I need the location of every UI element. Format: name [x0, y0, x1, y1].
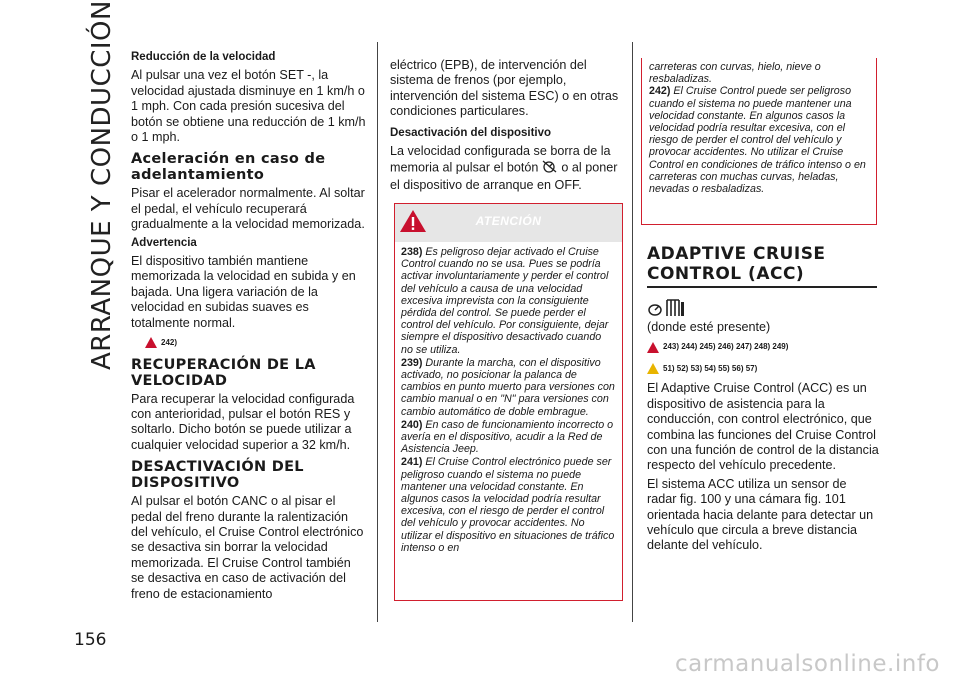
warning-ref[interactable]: 242)	[161, 338, 178, 348]
warning-item: 241) El Cruise Control electrónico puede ser peligroso cuando el sistema no puede mantener una velocidad constante. En algunos casos la velocidad podría resultar excesiva, con el riesgo de perder el control del vehículo y provocar accidentes. No utilizar el dispositivo en situaciones de tráfico intenso o en	[401, 456, 615, 554]
heading-desactivacion-dispositivo: Desactivación del dispositivo	[390, 126, 552, 139]
heading-acc: ADAPTIVE CRUISE CONTROL (ACC)	[647, 244, 826, 284]
paragraph-acc-1: El Adaptive Cruise Control (ACC) es un dispositivo de asistencia para la conducción, con control electrónico, que combina las funciones del Cruise Control con una función de control de la distancia respecto del vehículo precedente.	[647, 381, 879, 473]
watermark: carmanualsonline.info	[674, 651, 940, 677]
warning-triangle-icon	[647, 342, 659, 353]
heading-recuperacion: RECUPERACIÓN DE LA VELOCIDAD	[131, 356, 316, 389]
attention-box-continuation	[641, 58, 877, 225]
attention-header	[395, 204, 622, 242]
warning-triangle-icon	[145, 337, 157, 348]
warning-refs[interactable]: 243) 244) 245) 246) 247) 248) 249)	[663, 342, 789, 352]
paragraph-aceleracion: Pisar el acelerador normalmente. Al soltar el pedal, el vehículo recuperará gradualmente a la velocidad memorizada.	[131, 186, 365, 232]
caution-refs[interactable]: 51) 52) 53) 54) 55) 56) 57)	[663, 363, 758, 373]
box-continuation-text: carreteras con curvas, hielo, nieve o resbaladizas.	[649, 61, 821, 86]
cruise-off-icon	[542, 159, 558, 177]
column-divider	[377, 42, 378, 622]
caution-refs-line	[647, 361, 879, 376]
attention-title: ATENCIÓN	[475, 214, 542, 228]
paragraph-acc-2: El sistema ACC utiliza un sensor de radar fig. 100 y una cámara fig. 101 orientada hacia delante para detectar un vehículo que circula a breve distancia delante del vehículo.	[647, 476, 874, 553]
availability-note: (donde esté presente)	[647, 320, 771, 334]
paragraph-advertencia: El dispositivo también mantiene memorizada la velocidad en subida y en bajada. Una ligera variación de la velocidad en subidas suaves es totalmente normal.	[131, 254, 356, 330]
paragraph-recuperacion: Para recuperar la velocidad configurada con anterioridad, pulsar el botón RES y soltarlo. Dicho botón se puede utilizar a cualquier velocidad superior a 32 km/h.	[131, 391, 355, 452]
column-1	[131, 50, 367, 605]
warning-item: 242) El Cruise Control puede ser peligroso cuando el sistema no puede mantener una velocidad constante. En algunos casos la velocidad podría resultar excesiva, con el riesgo de perder el control del vehículo y provocar accidentes. No utilizar el Cruise Control en condiciones de tráfico intenso o en carreteras con muchas curvas, heladas, nevadas o resbaladizas.	[649, 85, 866, 196]
warning-item: 238) Es peligroso dejar activado el Cruise Control cuando no se usa. Pues se podría activar involuntariamente y perder el control del vehículo a causa de una velocidad excesiva imprevista con la consiguiente pérdida del control. Se puede perder el control del vehículo. Por consiguiente, dejar siempre el dispositivo desactivado cuando no se utiliza.	[401, 246, 609, 356]
attention-box	[394, 203, 623, 601]
attention-body	[395, 242, 622, 554]
acc-icon	[647, 296, 879, 318]
chapter-title: ARRANQUE Y CONDUCCIÓN	[87, 0, 117, 370]
caution-triangle-icon	[647, 363, 659, 374]
paragraph-desactivacion-dispositivo: La velocidad configurada se borra de la memoria al pulsar el botón o al poner el dispositivo de arranque en OFF.	[390, 144, 618, 192]
heading-desactivacion: DESACTIVACIÓN DEL DISPOSITIVO	[131, 459, 304, 492]
paragraph-desactivacion: Al pulsar el botón CANC o al pisar el pedal del freno durante la ralentización del vehículo, el Cruise Control electrónico se desactiva sin borrar la velocidad memorizada. El Cruise Control también se desactiva en caso de activación del freno de estacionamiento	[131, 494, 364, 601]
heading-aceleracion: Aceleración en caso de adelantamiento	[131, 151, 326, 184]
heading-reduccion: Reducción de la velocidad	[131, 51, 276, 63]
warning-refs-line	[647, 339, 879, 354]
paragraph-reduccion: Al pulsar una vez el botón SET -, la velocidad ajustada disminuye en 1 km/h o 1 mph. Con cada presión sucesiva del botón se obtiene una reducción de 1 km/h o 1 mph.	[131, 68, 366, 145]
warning-item: 240) En caso de funcionamiento incorrecto o avería en el dispositivo, acudir a la Red de Asistencia Jeep.	[401, 418, 614, 456]
page-number: 156	[74, 630, 107, 650]
warning-ref-line	[145, 335, 367, 350]
column-3	[647, 244, 879, 557]
heading-rule	[647, 286, 877, 288]
column-2	[390, 58, 622, 196]
heading-advertencia: Advertencia	[131, 236, 197, 249]
paragraph-continuation: eléctrico (EPB), de intervención del sistema de frenos (por ejemplo, intervención del sistema ESC) o en otras condiciones particulares.	[390, 58, 619, 119]
column-divider	[632, 42, 633, 622]
warning-item: 239) Durante la marcha, con el dispositivo activado, no posicionar la palanca de cambios en punto muerto para versiones con cambio manual o en "N" para versiones con cambio automático de doble embrague.	[401, 356, 615, 418]
